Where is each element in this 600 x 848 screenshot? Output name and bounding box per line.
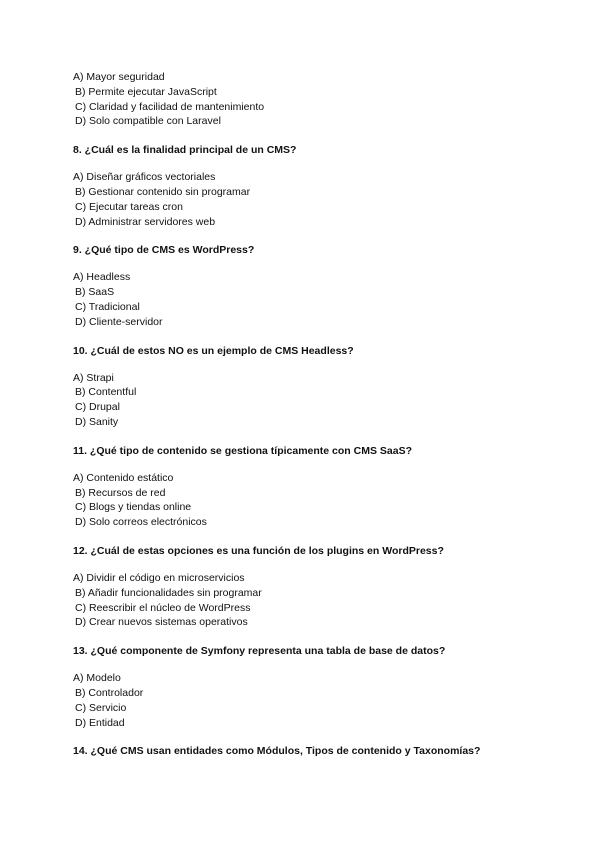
option-c: C) Tradicional — [75, 300, 140, 313]
question-14 — [73, 744, 553, 758]
option-a: A) Modelo — [73, 672, 121, 685]
question-8 — [73, 143, 553, 229]
option-a: A) Contenido estático — [73, 471, 174, 484]
option-c: C) Reescribir el núcleo de WordPress — [75, 601, 251, 614]
question-text: 10. ¿Cuál de estos NO es un ejemplo de CMS Headless? — [73, 344, 354, 357]
option-c: C) Servicio — [75, 701, 127, 714]
option-b: B) Gestionar contenido sin programar — [75, 185, 251, 198]
question-text: 13. ¿Qué componente de Symfony representa una tabla de base de datos? — [73, 645, 446, 658]
question-11 — [73, 444, 553, 530]
option-c: C) Blogs y tiendas online — [75, 501, 192, 514]
option-d: D) Solo correos electrónicos — [75, 516, 207, 529]
option-a: A) Headless — [73, 271, 131, 284]
option-b: B) Recursos de red — [75, 486, 166, 499]
option-c: C) Claridad y facilidad de mantenimiento — [75, 100, 265, 113]
question-text: 14. ¿Qué CMS usan entidades como Módulos, Tipos de contenido y Taxonomías? — [73, 745, 481, 758]
option-d: D) Entidad — [75, 716, 125, 729]
option-d: D) Crear nuevos sistemas operativos — [75, 616, 248, 629]
option-c: C) Drupal — [75, 401, 120, 414]
option-d: D) Cliente-servidor — [75, 315, 163, 328]
question-text: 9. ¿Qué tipo de CMS es WordPress? — [73, 244, 255, 257]
option-b: B) Contentful — [75, 386, 137, 399]
intro-options — [73, 70, 553, 129]
option-a: A) Strapi — [73, 371, 114, 384]
question-12 — [73, 544, 553, 630]
option-c: C) Ejecutar tareas cron — [75, 200, 183, 213]
option-d: D) Sanity — [75, 415, 119, 428]
option-a: A) Mayor seguridad — [73, 71, 165, 83]
question-9 — [73, 243, 553, 329]
option-a: A) Dividir el código en microservicios — [73, 571, 245, 584]
question-10 — [73, 344, 553, 430]
question-13 — [73, 644, 553, 730]
question-text: 8. ¿Cuál es la finalidad principal de un CMS? — [73, 144, 297, 157]
option-a: A) Diseñar gráficos vectoriales — [73, 171, 216, 184]
question-text: 11. ¿Qué tipo de contenido se gestiona típicamente con CMS SaaS? — [73, 444, 412, 457]
question-text: 12. ¿Cuál de estas opciones es una función de los plugins en WordPress? — [73, 544, 444, 557]
option-b: B) Añadir funcionalidades sin programar — [75, 586, 262, 599]
quiz-content — [73, 70, 553, 771]
option-b: B) Permite ejecutar JavaScript — [75, 85, 217, 98]
option-d: D) Administrar servidores web — [75, 215, 216, 228]
option-b: B) SaaS — [75, 286, 115, 299]
option-b: B) Controlador — [75, 686, 144, 699]
option-d: D) Solo compatible con Laravel — [75, 115, 221, 128]
